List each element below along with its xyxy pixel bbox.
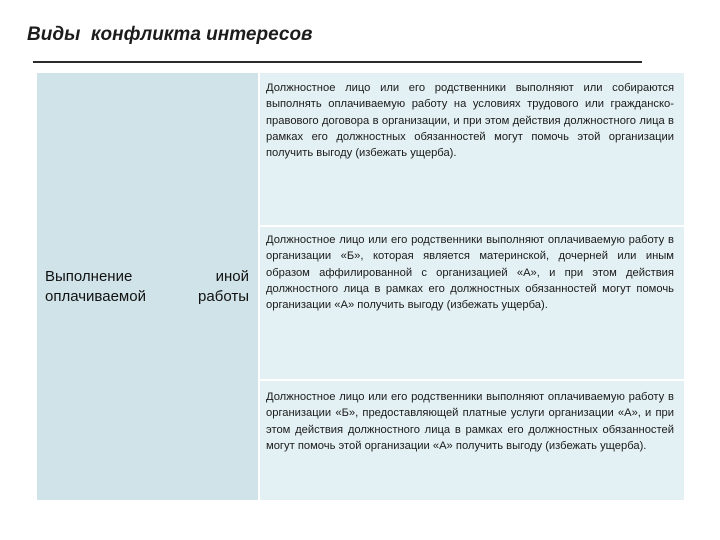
conflict-type-description-1: Должностное лицо или его родственники выполняют или собираются выполнять оплачиваемую работу на условиях трудового или гражданско-правового договора в организации, и при этом действия должностного лица в рамках его должностных обязанностей могут помочь этой организации получить выгоду (избежать ущерба).: [266, 82, 674, 160]
conflict-type-description-2: Должностное лицо или его родственники выполняют оплачиваемую работу в организации «Б», которая является материнской, дочерней или иным образом аффилированной с организацией «А», и при этом действия должностного лица в рамках его должностных обязанностей могут помочь организации «А» получить выгоду (избежать ущерба).: [266, 234, 674, 312]
category-label: Выполнение иной оплачиваемой работы: [45, 267, 249, 305]
title-divider: [33, 61, 642, 63]
slide-title: Виды конфликта интересов: [27, 24, 313, 45]
conflict-type-row-3: [260, 381, 684, 500]
conflict-type-description-3: Должностное лицо или его родственники выполняют оплачиваемую работу в организации «Б», предоставляющей платные услуги организации «А», и при этом действия должностного лица в рамках его должностных обязанностей могут помочь этой организации «А» получить выгоду (избежать ущерба).: [266, 391, 674, 452]
conflict-type-row-1: [260, 73, 684, 225]
category-cell: [37, 73, 258, 500]
conflict-type-row-2: [260, 227, 684, 379]
